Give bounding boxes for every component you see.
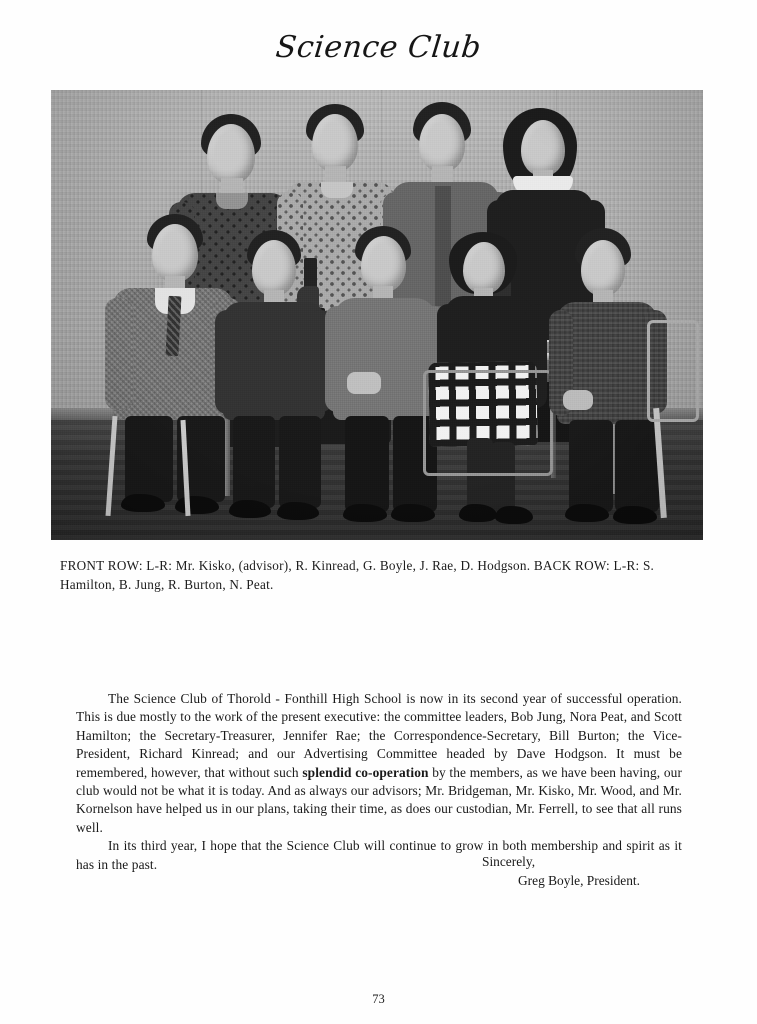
paragraph-1-part-b: by the members, as we have been having, our club would not be what it is today. And as always our advisors; Mr. Bridgeman, Mr. Kisko, Mr. Wood, and Mr. Kornelson have helped us in our plans, taking their time, as does our custodian, Mr. Ferrell, to see that all runs well. (76, 764, 683, 835)
head (361, 236, 406, 292)
head (252, 240, 296, 296)
leg (233, 416, 275, 508)
paragraph-1-part-a: The Science Club of Thorold - Fonthill High School is now in its second year of successful operation. This is due mostly to the work of the present executive: the committee leaders, Bob Jung, Nora Peat, and Scott Hamilton; the Secretary-Treasurer, Jennifer Rae; the Correspondence-Secretary, Bill Burton; the Vice-President, Richard Kinread; and our Advertising Committee headed by Dave Hodgson. It must be remembered, however, that without such (76, 691, 682, 780)
photo-caption: FRONT ROW: L-R: Mr. Kisko, (advisor), R. Kinread, G. Boyle, J. Rae, D. Hodgson. BACK ROW: L-R: S. Hamilton, B. Jung, R. Burton, N. Peat. (60, 558, 655, 592)
head (312, 114, 358, 172)
shoe (495, 506, 533, 524)
collar (321, 182, 353, 198)
hand (347, 372, 381, 394)
letter-signoff (76, 852, 682, 890)
shoe (565, 504, 609, 522)
paragraph-1-emphasis: splendid co-operation (302, 764, 429, 780)
page-title: Science Club (274, 30, 483, 65)
shoe (613, 506, 657, 524)
leg (569, 420, 613, 512)
signoff-name: Greg Boyle, President. (518, 873, 640, 888)
head (521, 120, 565, 176)
shoe (175, 496, 219, 514)
article-paragraph-1 (76, 690, 682, 837)
head (463, 242, 505, 294)
photograph-scene (51, 90, 703, 540)
arm (325, 306, 349, 412)
leg (615, 420, 659, 512)
head (207, 124, 255, 184)
shoe (121, 494, 165, 512)
leg (345, 416, 389, 512)
signoff-closing: Sincerely, (482, 854, 536, 869)
arm (215, 310, 239, 414)
page-number: 73 (372, 992, 385, 1006)
head (152, 224, 198, 282)
leg (125, 416, 173, 502)
shoe (277, 502, 319, 520)
arm (105, 298, 133, 410)
shoe (391, 504, 435, 522)
hand (563, 390, 593, 410)
article-paragraph-2: In its third year, I hope that the Science Club will continue to grow in both membership and spirit as it has in the past. (76, 838, 682, 872)
leg (279, 416, 321, 508)
jacket-placket (435, 186, 451, 306)
club-photograph (51, 90, 703, 540)
shoe (229, 500, 271, 518)
collar (216, 193, 248, 209)
shoe (459, 504, 497, 522)
chair-back (647, 320, 699, 422)
head (419, 114, 465, 172)
article-body (76, 690, 682, 874)
shoe (343, 504, 387, 522)
head (581, 240, 625, 296)
chair-back (423, 370, 553, 476)
